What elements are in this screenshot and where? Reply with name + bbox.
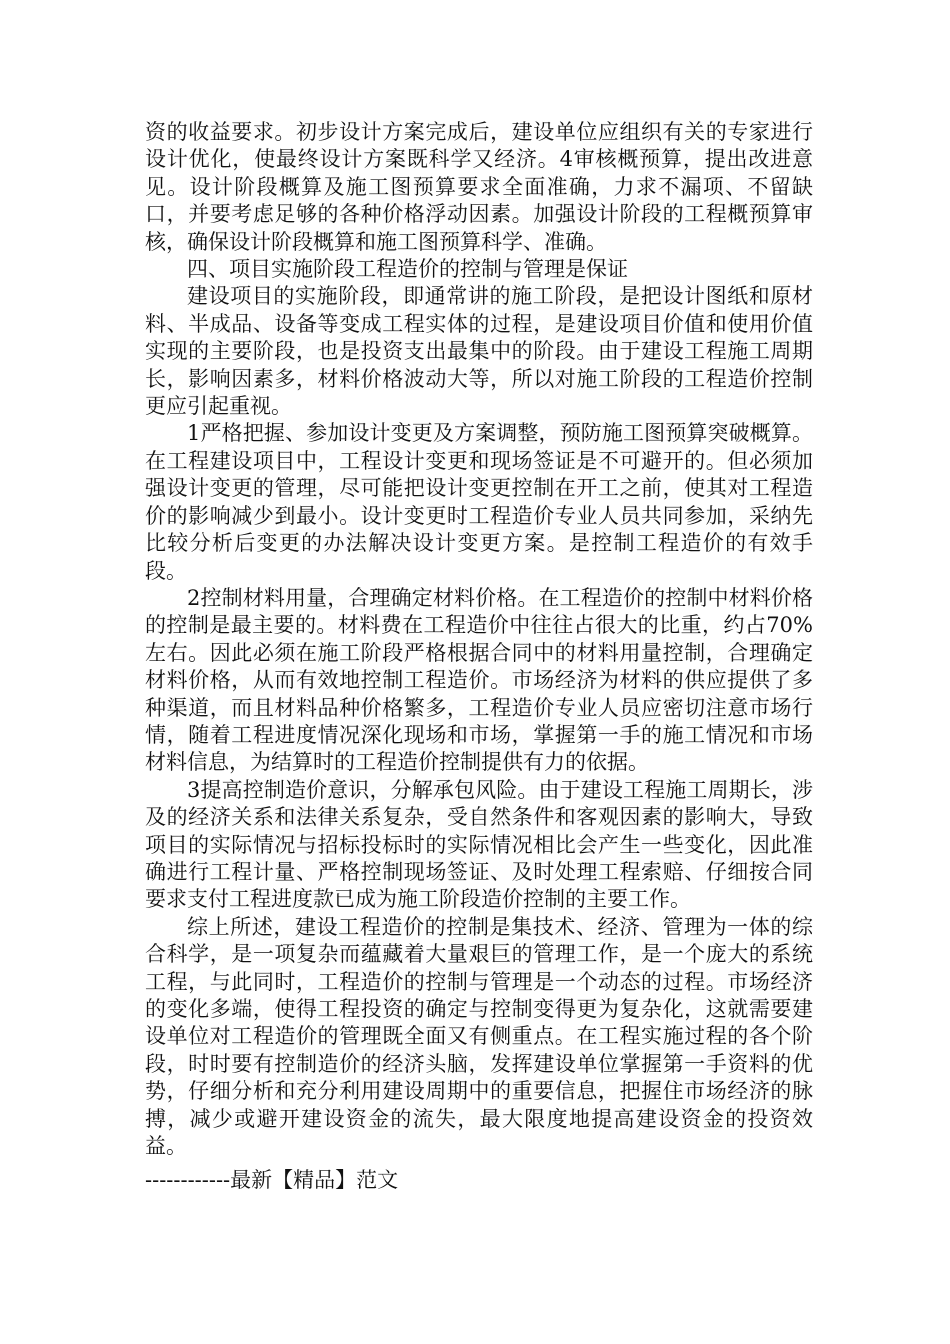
paragraph: 2控制材料用量，合理确定材料价格。在工程造价的控制中材料价格的控制是最主要的。材料费在工程造价中往往占很大的比重，约占70%左右。因此必须在施工阶段严格根据合同中的材料用量控制，合理确定材料价格，从而有效地控制工程造价。市场经济为材料的供应提供了多种渠道，而且材料品种价格繁多，工程造价专业人员应密切注意市场行情，随着工程进度情况深化现场和市场，掌握第一手的施工情况和市场材料信息，为结算时的工程造价控制提供有力的依据。 — [145, 585, 813, 775]
document-body — [145, 119, 813, 1160]
page-footer: ------------最新【精品】范文 — [145, 1168, 399, 1192]
paragraph-conclusion: 综上所述，建设工程造价的控制是集技术、经济、管理为一体的综合科学，是一项复杂而蕴藏着大量艰巨的管理工作，是一个庞大的系统工程，与此同时，工程造价的控制与管理是一个动态的过程。市场经济的变化多端，使得工程投资的确定与控制变得更为复杂化，这就需要建设单位对工程造价的管理既全面又有侧重点。在工程实施过程的各个阶段，时时要有控制造价的经济头脑，发挥建设单位掌握第一手资料的优势，仔细分析和充分利用建设周期中的重要信息，把握住市场经济的脉搏，减少或避开建设资金的流失，最大限度地提高建设资金的投资效益。 — [145, 914, 813, 1159]
paragraph: 3提高控制造价意识，分解承包风险。由于建设工程施工周期长，涉及的经济关系和法律关系复杂，受自然条件和客观因素的影响大，导致项目的实际情况与招标投标时的实际情况相比会产生一些变化，因此准确进行工程计量、严格控制现场签证、及时处理工程索赔、仔细按合同要求支付工程进度款已成为施工阶段造价控制的主要工作。 — [145, 777, 813, 912]
paragraph: 建设项目的实施阶段，即通常讲的施工阶段，是把设计图纸和原材料、半成品、设备等变成工程实体的过程，是建设项目价值和使用价值实现的主要阶段，也是投资支出最集中的阶段。由于建设工程施工周期长，影响因素多，材料价格波动大等，所以对施工阶段的工程造价控制更应引起重视。 — [145, 284, 813, 419]
paragraph-continuation: 资的收益要求。初步设计方案完成后，建设单位应组织有关的专家进行设计优化，使最终设计方案既科学又经济。4审核概预算，提出改进意见。设计阶段概算及施工图预算要求全面准确，力求不漏项、不留缺口，并要考虑足够的各种价格浮动因素。加强设计阶段的工程概预算审核，确保设计阶段概算和施工图预算科学、准确。 — [145, 120, 813, 254]
section-heading: 四、项目实施阶段工程造价的控制与管理是保证 — [187, 257, 628, 282]
paragraph: 1严格把握、参加设计变更及方案调整，预防施工图预算突破概算。在工程建设项目中，工程设计变更和现场签证是不可避开的。但必须加强设计变更的管理，尽可能把设计变更控制在开工之前，使其对工程造价的影响减少到最小。设计变更时工程造价专业人员共同参加，采纳先比较分析后变更的办法解决设计变更方案。是控制工程造价的有效手段。 — [145, 421, 813, 583]
